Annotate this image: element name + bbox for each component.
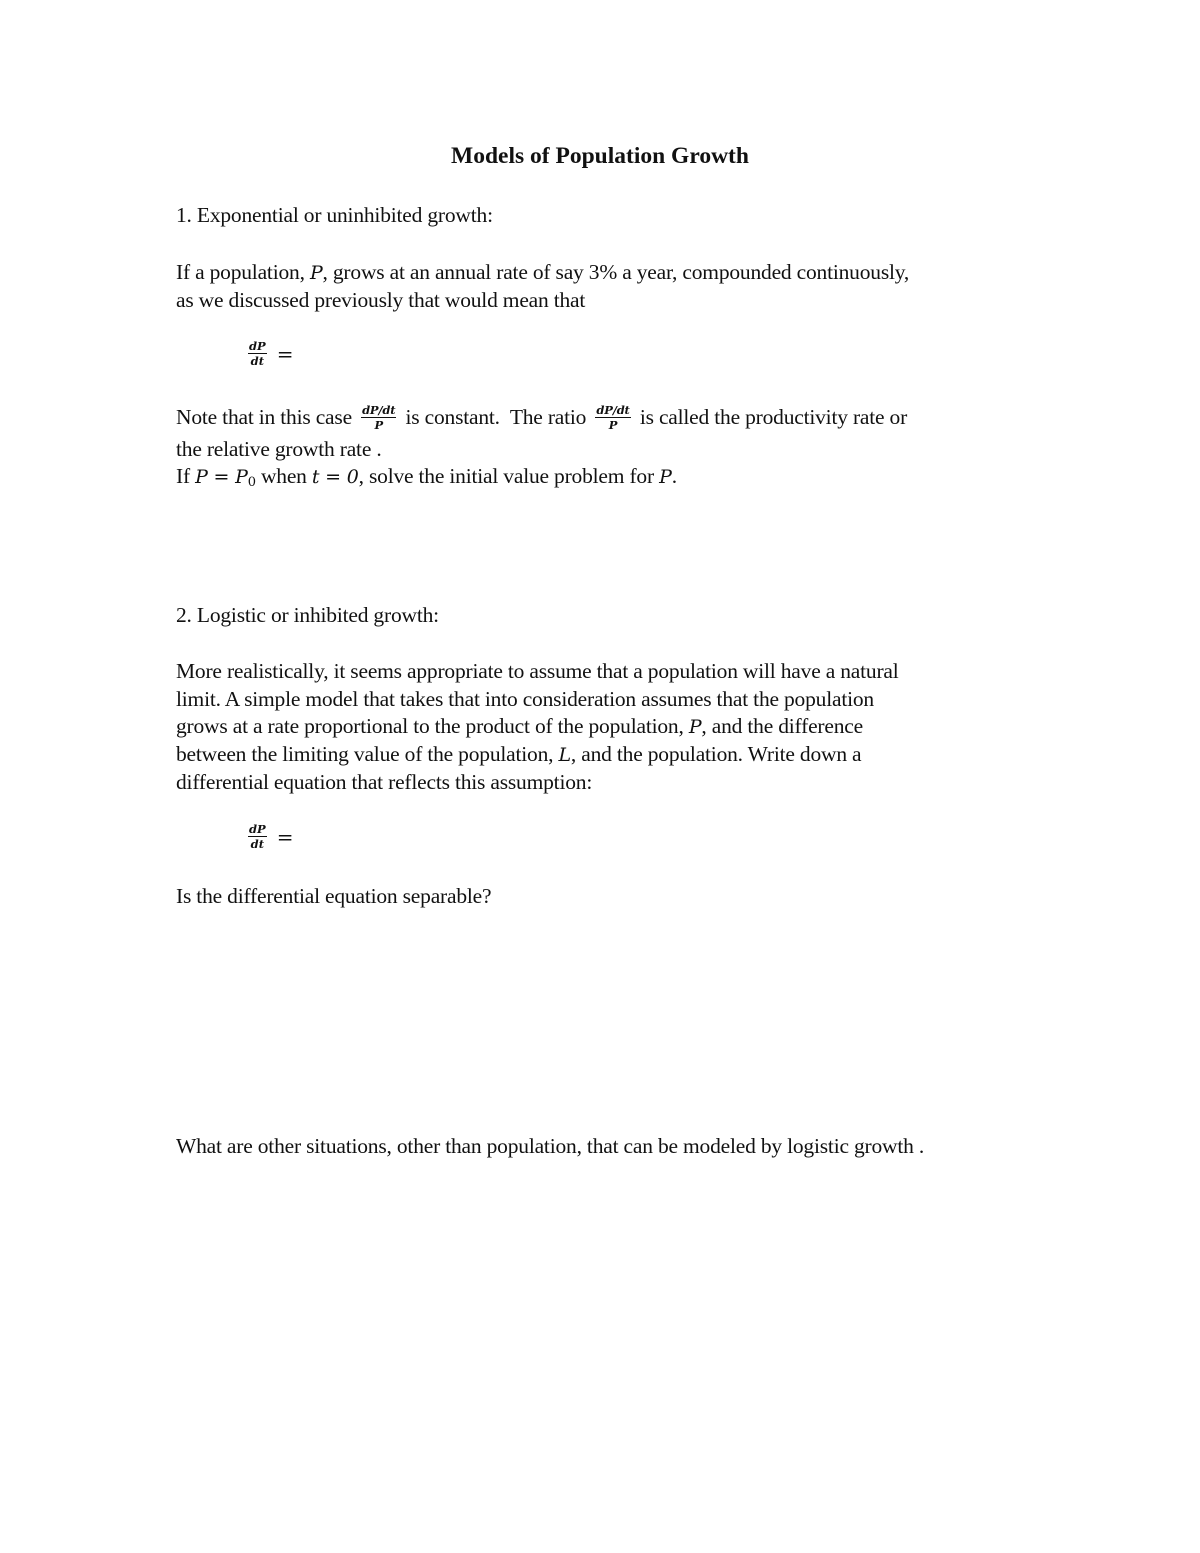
separable-question: Is the differential equation separable?: [176, 884, 492, 908]
text-span: is called the productivity rate or: [634, 405, 908, 429]
math-variable-L: L: [558, 744, 571, 766]
fraction-numerator: dP/dt: [596, 402, 630, 417]
section2-line1: More realistically, it seems appropriate to assume that a population will have a natural: [176, 659, 899, 683]
section2-heading: 2. Logistic or inhibited growth:: [176, 603, 439, 627]
math-expression: t = 0: [311, 466, 359, 488]
text-span: If a population,: [176, 260, 310, 284]
section1-note-line1: [176, 403, 907, 431]
equals-sign: =: [276, 341, 294, 366]
math-expression: P = P: [195, 466, 248, 488]
ratio-fraction: [361, 404, 396, 431]
section1-equation: [248, 340, 293, 367]
fraction-numerator: dP: [249, 339, 266, 353]
text-span: Note that in this case: [176, 405, 358, 429]
section2-line2: limit. A simple model that takes that into consideration assumes that the population: [176, 687, 874, 711]
fraction-denominator: dt: [250, 837, 265, 851]
section2-equation: [248, 823, 293, 850]
ratio-fraction: [595, 404, 630, 431]
section2-line4: [176, 740, 861, 769]
page-title: Models of Population Growth: [451, 143, 749, 169]
section2-line5: differential equation that reflects this assumption:: [176, 770, 593, 794]
text-span: when: [255, 464, 312, 488]
section1-para-line1: [176, 258, 909, 287]
math-variable-P: P: [688, 716, 702, 738]
text-span: If: [176, 464, 196, 488]
math-subscript: 0: [247, 475, 256, 490]
math-variable-P: P: [309, 262, 323, 284]
text-span: , and the difference: [701, 714, 863, 738]
final-question: What are other situations, other than population, that can be modeled by logistic growth .: [176, 1134, 925, 1158]
math-variable-P: P: [659, 466, 672, 488]
fraction-numerator: dP/dt: [362, 402, 396, 417]
section1-para-line2: as we discussed previously that would mean that: [176, 288, 586, 312]
equals-sign: =: [276, 824, 294, 849]
section1-heading: 1. Exponential or uninhibited growth:: [176, 203, 493, 227]
text-span: grows at a rate proportional to the product of the population,: [176, 714, 689, 738]
fraction-denominator: dt: [250, 354, 265, 368]
text-span: .: [671, 464, 677, 488]
fraction-numerator: dP: [249, 822, 266, 836]
text-span: is constant. The ratio: [400, 405, 592, 429]
text-span: , grows at an annual rate of say 3% a year, compounded continuously,: [322, 260, 910, 284]
derivative-fraction: [248, 340, 267, 367]
section2-line3: [176, 712, 863, 741]
section1-note-line2: the relative growth rate .: [176, 437, 382, 461]
fraction-denominator: P: [608, 417, 618, 432]
fraction-denominator: P: [374, 417, 383, 432]
text-span: between the limiting value of the population,: [176, 742, 559, 766]
text-span: , solve the initial value problem for: [358, 464, 660, 488]
derivative-fraction: [248, 823, 267, 850]
text-span: , and the population. Write down a: [570, 742, 862, 766]
section1-ivp-line: [176, 462, 677, 497]
